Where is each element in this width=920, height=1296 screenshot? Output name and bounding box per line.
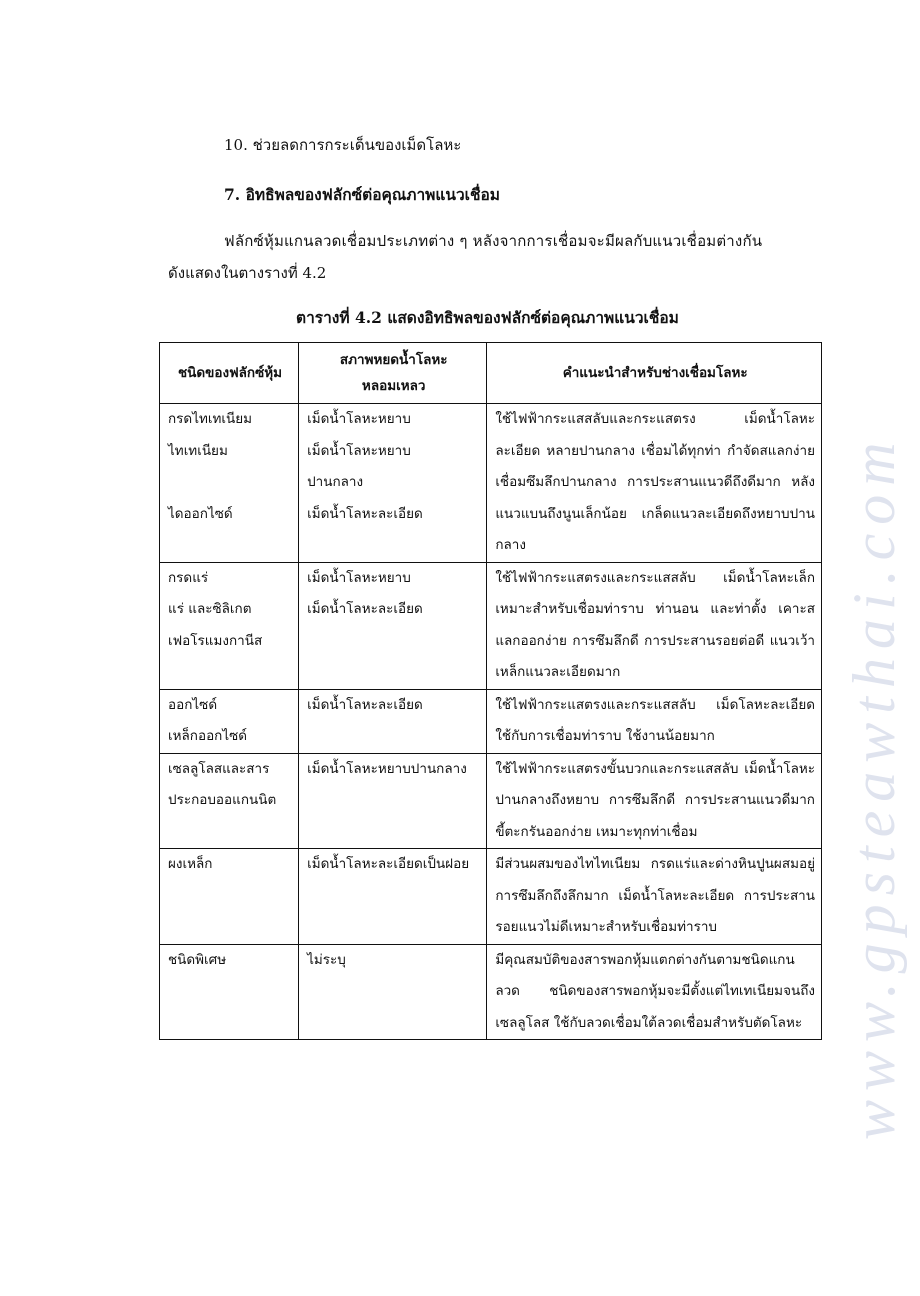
cell-line: เม็ดน้ำโลหะละเอียด <box>307 696 423 713</box>
list-item-10: 10. ช่วยลดการกระเด็นของเม็ดโลหะ <box>224 136 462 154</box>
cell-advice: มีส่วนผสมของไทไทเนียม กรดแร่และด่างหินปูนผสมอยู่ การซึมลึกถึงลึกมาก เม็ดน้ำโลหะละเอียด การประสานรอยแนวไม่ดีเหมาะสำหรับเชื่อมท่าราบ <box>487 849 822 945</box>
header-droplet-state-line2: หลอมเหลว <box>361 378 426 394</box>
cell-line: เม็ดน้ำโลหะหยาบ <box>307 442 411 459</box>
cell-flux-type <box>160 689 299 753</box>
table-row <box>160 562 822 689</box>
header-advice: คำแนะนำสำหรับช่างเชื่อมโลหะ <box>487 343 822 404</box>
cell-droplet-state <box>299 753 487 849</box>
section-heading: 7. อิทธิพลของฟลักซ์ต่อคุณภาพแนวเชื่อม <box>224 185 501 204</box>
cell-line: ไดออกไซด์ <box>168 505 233 522</box>
cell-line: เม็ดน้ำโลหะหยาบปานกลาง <box>307 760 467 777</box>
header-droplet-state <box>299 343 487 404</box>
table-header-row <box>160 343 822 404</box>
cell-line: แร่ และซิลิเกต <box>168 601 252 617</box>
cell-line: ปานกลาง <box>307 474 364 490</box>
cell-droplet-state <box>299 689 487 753</box>
paragraph-line-2: ดังแสดงในตางรางที่ 4.2 <box>168 264 327 282</box>
cell-line: เม็ดน้ำโลหะละเอียด <box>307 505 423 522</box>
cell-advice: ใช้ไฟฟ้ากระแสสลับและกระแสตรง เม็ดน้ำโลหะละเอียด หลายปานกลาง เชื่อมได้ทุกท่า กำจัดสแลกง่าย เชื่อมซึมลึกปานกลาง การประสานแนวดีถึงดีมาก หลังแนวแบนถึงนูนเล็กน้อย เกล็ดแนวละเอียดถึงหยาบปานกลาง <box>487 404 822 563</box>
table-row <box>160 849 822 945</box>
table-caption: ตารางที่ 4.2 แสดงอิทธิพลของฟลักซ์ต่อคุณภาพแนวเชื่อม <box>296 308 679 327</box>
cell-droplet-state <box>299 404 487 563</box>
cell-line: เม็ดน้ำโลหะหยาบ <box>307 569 411 586</box>
cell-advice: ใช้ไฟฟ้ากระแสตรงขั้นบวกและกระแสสลับ เม็ดน้ำโลหะปานกลางถึงหยาบ การซึมลึกดี การประสานแนวดีมาก ขี้ตะกรันออกง่าย เหมาะทุกท่าเชื่อม <box>487 753 822 849</box>
cell-droplet-state <box>299 562 487 689</box>
cell-line: ไทเทเนียม <box>168 442 228 459</box>
paragraph-line-1: ฟลักซ์หุ้มแกนลวดเชื่อมประเภทต่าง ๆ หลังจากการเชื่อมจะมีผลกับแนวเชื่อมต่างกัน <box>224 232 763 250</box>
table-row <box>160 944 822 1040</box>
cell-line: ประกอบออแกนนิต <box>168 792 277 808</box>
cell-line: ชนิดพิเศษ <box>168 951 227 968</box>
cell-droplet-state <box>299 944 487 1040</box>
header-droplet-state-line1: สภาพหยดน้ำโลหะ <box>339 352 448 368</box>
cell-flux-type <box>160 562 299 689</box>
cell-advice: มีคุณสมบัติของสารพอกหุ้มแตกต่างกันตามชนิดแกนลวด ชนิดของสารพอกหุ้มจะมีตั้งแต่ไทเทเนียมจนถึงเซลลูโลส ใช้กับลวดเชื่อมใต้ลวดเชื่อมสำหรับตัดโลหะ <box>487 944 822 1040</box>
cell-line: ผงเหล็ก <box>168 856 213 872</box>
cell-advice: ใช้ไฟฟ้ากระแสตรงและกระแสสลับ เม็ดโลหะละเอียด ใช้กับการเชื่อมท่าราบ ใช้งานน้อยมาก <box>487 689 822 753</box>
cell-line: เม็ดน้ำโลหะละเอียดเป็นฝอย <box>307 856 470 872</box>
cell-flux-type <box>160 849 299 945</box>
cell-line: ไม่ระบุ <box>307 951 346 968</box>
cell-line: เม็ดน้ำโลหะหยาบ <box>307 411 411 427</box>
table-row <box>160 753 822 849</box>
watermark: www.gpsteawthai.com <box>841 433 907 1140</box>
cell-flux-type <box>160 753 299 849</box>
cell-line: กรดแร่ <box>168 569 209 586</box>
table-row <box>160 404 822 563</box>
flux-influence-table <box>159 342 822 1040</box>
cell-line: กรดไทเทเนียม <box>168 411 253 427</box>
cell-droplet-state <box>299 849 487 945</box>
cell-line: ออกไซด์ <box>168 696 218 713</box>
table-row <box>160 689 822 753</box>
cell-line <box>168 467 292 499</box>
cell-line: เหล็กออกไซด์ <box>168 728 248 744</box>
cell-line: เฟอโรแมงกานีส <box>168 632 263 649</box>
header-flux-type: ชนิดของฟลักซ์หุ้ม <box>160 343 299 404</box>
cell-flux-type <box>160 404 299 563</box>
cell-flux-type <box>160 944 299 1040</box>
cell-line: เม็ดน้ำโลหะละเอียด <box>307 601 423 617</box>
cell-line: เซลลูโลสและสาร <box>168 760 270 777</box>
cell-advice: ใช้ไฟฟ้ากระแสตรงและกระแสสลับ เม็ดน้ำโลหะเล็ก เหมาะสำหรับเชื่อมท่าราบ ท่านอน และท่าตั้ง เคาะสแลกออกง่าย การซึมลึกดี การประสานรอยต่อดี แนวเว้าเหล็กแนวละเอียดมาก <box>487 562 822 689</box>
